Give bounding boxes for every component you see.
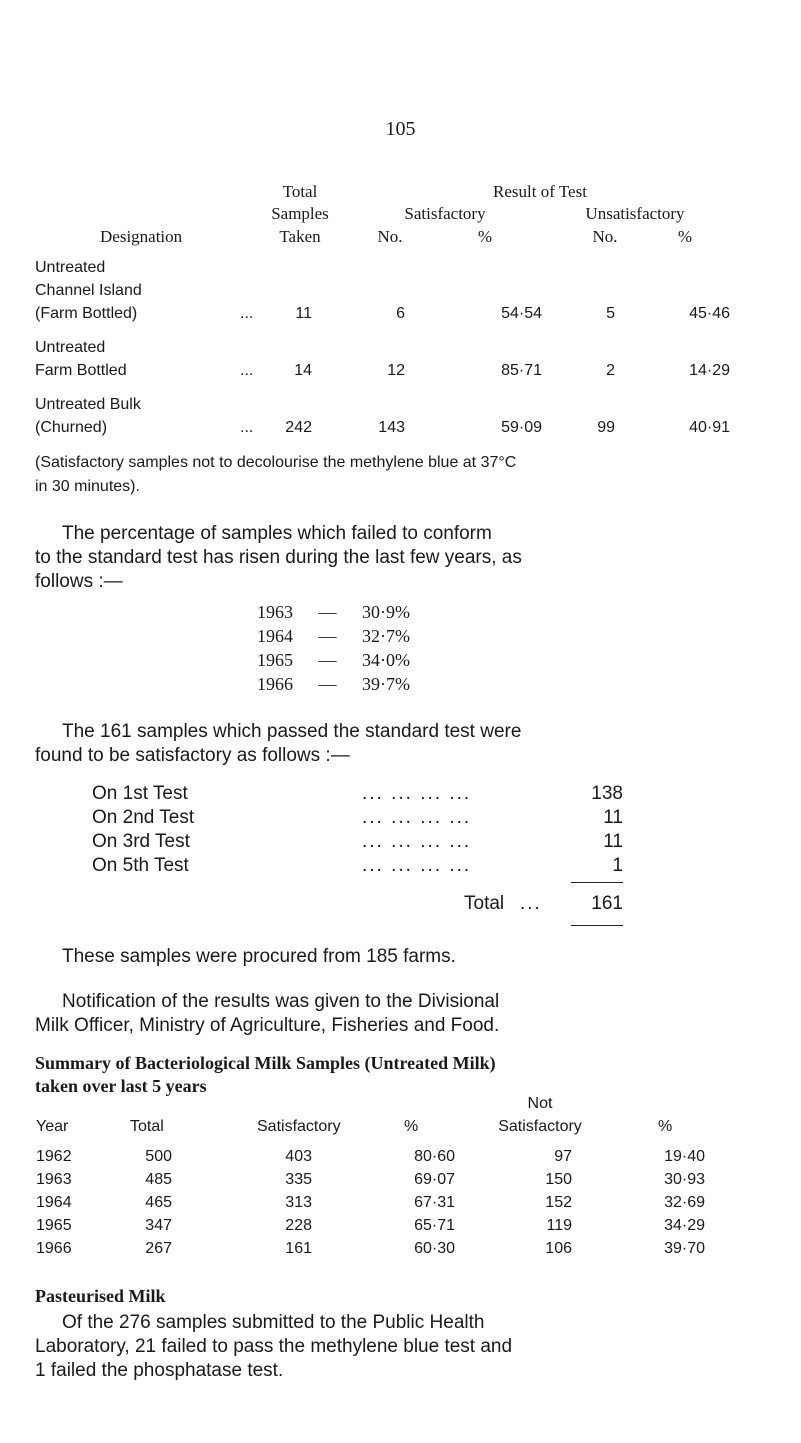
header-result-of-test: Result of Test [493, 182, 587, 201]
cell-not-satisfactory: 97 [554, 1148, 572, 1165]
cell-unsat-no: 2 [606, 362, 615, 379]
cell-unsat-pct: 45·46 [689, 305, 730, 322]
leader-dots: ... ... ... ... [362, 807, 472, 828]
cell-satisfactory: 161 [285, 1240, 312, 1257]
total-rule-bottom [571, 925, 623, 926]
cell-satisfactory: 335 [285, 1171, 312, 1188]
cell-year: 1964 [36, 1194, 72, 1211]
row-label-line: Untreated Bulk [35, 396, 141, 413]
cell-unsat-pct: 40·91 [689, 419, 730, 436]
list-value: 30·9% [362, 602, 410, 622]
summary-heading-line1: Summary of Bacteriological Milk Samples (Untreated Milk) [35, 1053, 496, 1073]
cell-total: 485 [145, 1171, 172, 1188]
total-value: 161 [591, 893, 623, 914]
header-pct: % [404, 1118, 419, 1135]
leader-dots: ... ... ... ... [362, 855, 472, 876]
header-total-line3: Taken [279, 227, 321, 246]
cell-unsat-no: 5 [606, 305, 615, 322]
header-satisfactory: Satisfactory [404, 204, 486, 223]
cell-not-satisfactory: 150 [545, 1171, 572, 1188]
cell-year: 1966 [36, 1240, 72, 1257]
para1-line1: The percentage of samples which failed to conform [62, 523, 492, 544]
pasteurised-line3: 1 failed the phosphatase test. [35, 1360, 284, 1381]
list-year: 1966 [257, 674, 293, 694]
footnote-line1: (Satisfactory samples not to decolourise the methylene blue at 37°C [35, 454, 517, 471]
cell-total: 267 [145, 1240, 172, 1257]
header-sat-no: No. [377, 227, 403, 246]
cell-pct: 67·31 [414, 1194, 455, 1211]
summary-heading-line2: taken over last 5 years [35, 1076, 207, 1096]
row-label-line: (Churned) [35, 419, 108, 436]
total-label: Total [464, 893, 505, 914]
cell-total: 347 [145, 1217, 172, 1234]
header-sat-pct: % [477, 227, 493, 246]
cell-pct2: 34·29 [664, 1217, 705, 1234]
leader-dots: ... ... ... ... [362, 831, 472, 852]
list-dash: — [318, 602, 337, 622]
cell-total: 11 [295, 305, 312, 322]
list-value: 32·7% [362, 626, 410, 646]
pasteurised-line1: Of the 276 samples submitted to the Public Health [62, 1312, 485, 1333]
list-year: 1964 [257, 626, 293, 646]
test-label: On 1st Test [92, 783, 188, 804]
header-year: Year [36, 1118, 69, 1135]
row-label-line: Untreated [35, 259, 106, 276]
cell-pct: 60·30 [414, 1240, 455, 1257]
test-value: 11 [603, 831, 623, 852]
cell-not-satisfactory: 106 [545, 1240, 572, 1257]
cell-not-satisfactory: 119 [546, 1217, 572, 1234]
header-not-line1: Not [527, 1095, 553, 1112]
test-label: On 2nd Test [92, 807, 195, 828]
list-year: 1963 [257, 602, 293, 622]
total-rule-top [571, 882, 623, 883]
cell-sat-pct: 85·71 [501, 362, 542, 379]
cell-not-satisfactory: 152 [545, 1194, 572, 1211]
test-label: On 5th Test [92, 855, 189, 876]
cell-sat-pct: 59·09 [501, 419, 542, 436]
cell-sat-no: 12 [387, 362, 405, 379]
test-value: 138 [591, 783, 623, 804]
cell-pct2: 19·40 [664, 1148, 705, 1165]
row-label-line: (Farm Bottled) [35, 305, 138, 322]
row-label-line: Untreated [35, 339, 106, 356]
leader-dots: ... [240, 305, 254, 322]
cell-pct: 80·60 [414, 1148, 455, 1165]
footnote-line2: in 30 minutes). [35, 478, 140, 495]
list-dash: — [318, 674, 337, 694]
cell-total: 500 [145, 1148, 172, 1165]
cell-pct: 65·71 [414, 1217, 455, 1234]
pasteurised-heading: Pasteurised Milk [35, 1286, 166, 1306]
para1-line3: follows :— [35, 571, 123, 592]
row-label-line: Channel Island [35, 282, 142, 299]
header-not-line2: Satisfactory [498, 1118, 582, 1135]
para2-line1: The 161 samples which passed the standard test were [62, 721, 522, 742]
header-pct2: % [658, 1118, 673, 1135]
cell-sat-pct: 54·54 [501, 305, 542, 322]
para4-line1: Notification of the results was given to the Divisional [62, 991, 500, 1012]
header-total-line2: Samples [271, 204, 329, 223]
list-dash: — [318, 650, 337, 670]
header-unsatisfactory: Unsatisfactory [585, 204, 685, 223]
cell-unsat-pct: 14·29 [689, 362, 730, 379]
cell-total: 242 [285, 419, 312, 436]
para4-line2: Milk Officer, Ministry of Agriculture, Fisheries and Food. [35, 1015, 500, 1036]
cell-sat-no: 6 [396, 305, 405, 322]
list-item [257, 602, 410, 623]
list-value: 34·0% [362, 650, 410, 670]
cell-pct: 69·07 [414, 1171, 455, 1188]
leader-dots: ... [520, 893, 542, 914]
list-item [257, 674, 410, 695]
list-dash: — [318, 626, 337, 646]
header-unsat-pct: % [677, 227, 693, 246]
cell-unsat-no: 99 [597, 419, 615, 436]
leader-dots: ... [240, 362, 254, 379]
header-total-line1: Total [282, 182, 318, 201]
cell-pct2: 30·93 [664, 1171, 705, 1188]
test-label: On 3rd Test [92, 831, 190, 852]
pasteurised-line2: Laboratory, 21 failed to pass the methylene blue test and [35, 1336, 513, 1357]
test-value: 11 [603, 807, 623, 828]
cell-satisfactory: 228 [285, 1217, 312, 1234]
row-label-line: Farm Bottled [35, 362, 127, 379]
list-item [257, 626, 410, 647]
header-unsat-no: No. [592, 227, 618, 246]
para3: These samples were procured from 185 farms. [62, 946, 456, 967]
header-total: Total [130, 1118, 164, 1135]
cell-year: 1962 [36, 1148, 72, 1165]
list-item [257, 650, 410, 671]
cell-year: 1963 [36, 1171, 72, 1188]
cell-sat-no: 143 [378, 419, 405, 436]
list-value: 39·7% [362, 674, 410, 694]
test-value: 1 [612, 855, 623, 876]
cell-pct2: 39·70 [664, 1240, 705, 1257]
para1-line2: to the standard test has risen during the last few years, as [35, 547, 522, 568]
header-designation: Designation [100, 227, 183, 246]
leader-dots: ... ... ... ... [362, 783, 472, 804]
cell-satisfactory: 403 [285, 1148, 312, 1165]
para2-line2: found to be satisfactory as follows :— [35, 745, 350, 766]
page-number: 105 [385, 118, 416, 140]
list-year: 1965 [257, 650, 293, 670]
header-satisfactory: Satisfactory [257, 1118, 341, 1135]
cell-total: 14 [294, 362, 312, 379]
cell-pct2: 32·69 [664, 1194, 705, 1211]
cell-year: 1965 [36, 1217, 72, 1234]
leader-dots: ... [240, 419, 254, 436]
cell-satisfactory: 313 [285, 1194, 312, 1211]
cell-total: 465 [145, 1194, 172, 1211]
